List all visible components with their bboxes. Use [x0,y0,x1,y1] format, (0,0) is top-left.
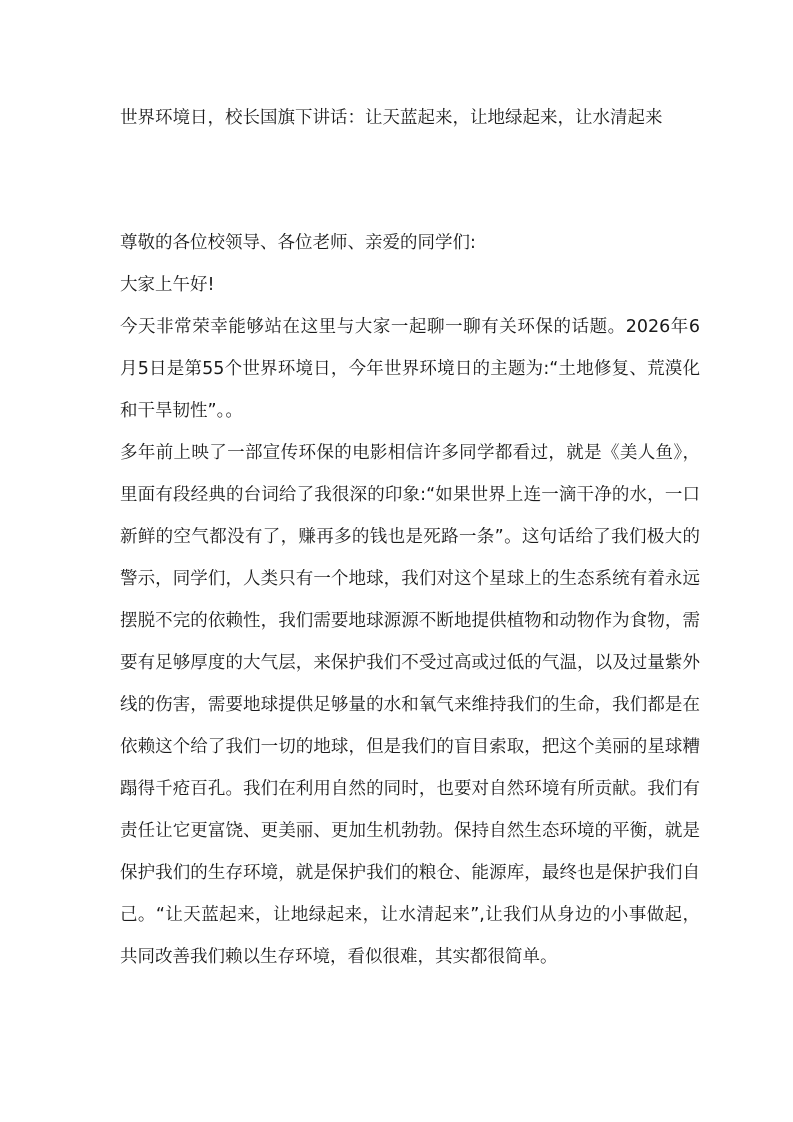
paragraph: 多年前上映了一部宣传环保的电影相信许多同学都看过，就是《美人鱼》，里面有段经典的台词给了我很深的印象:“如果世界上连一滴干净的水，一口新鲜的空气都没有了，赚再多的钱也是死路一条”。这句话给了我们极大的警示，同学们，人类只有一个地球，我们对这个星球上的生态系统有着永远摆脱不完的依赖性，我们需要地球源源不断地提供植物和动物作为食物，需要有足够厚度的大气层，来保护我们不受过高或过低的气温，以及过量紫外线的伤害，需要地球提供足够量的水和氧气来维持我们的生命，我们都是在依赖这个给了我们一切的地球，但是我们的盲目索取，把这个美丽的星球糟蹋得千疮百孔。我们在利用自然的同时，也要对自然环境有所贡献。我们有责任让它更富饶、更美丽、更加生机勃勃。保持自然生态环境的平衡，就是保护我们的生存环境，就是保护我们的粮仓、能源库，最终也是保护我们自己。“让天蓝起来，让地绿起来，让水清起来”,让我们从身边的小事做起，共同改善我们赖以生存环境，看似很难，其实都很简单。 [120,443,700,967]
paragraph: 今天非常荣幸能够站在这里与大家一起聊一聊有关环保的话题。2026年6月5日是第55个世界环境日，今年世界环境日的主题为:“土地修复、荒漠化和干旱韧性”。。 [120,317,700,421]
greeting: 大家上午好! [120,275,215,295]
salutation: 尊敬的各位校领导、各位老师、亲爱的同学们: [120,233,476,253]
document-title: 世界环境日，校长国旗下讲话：让天蓝起来，让地绿起来，让水清起来 [120,108,663,128]
